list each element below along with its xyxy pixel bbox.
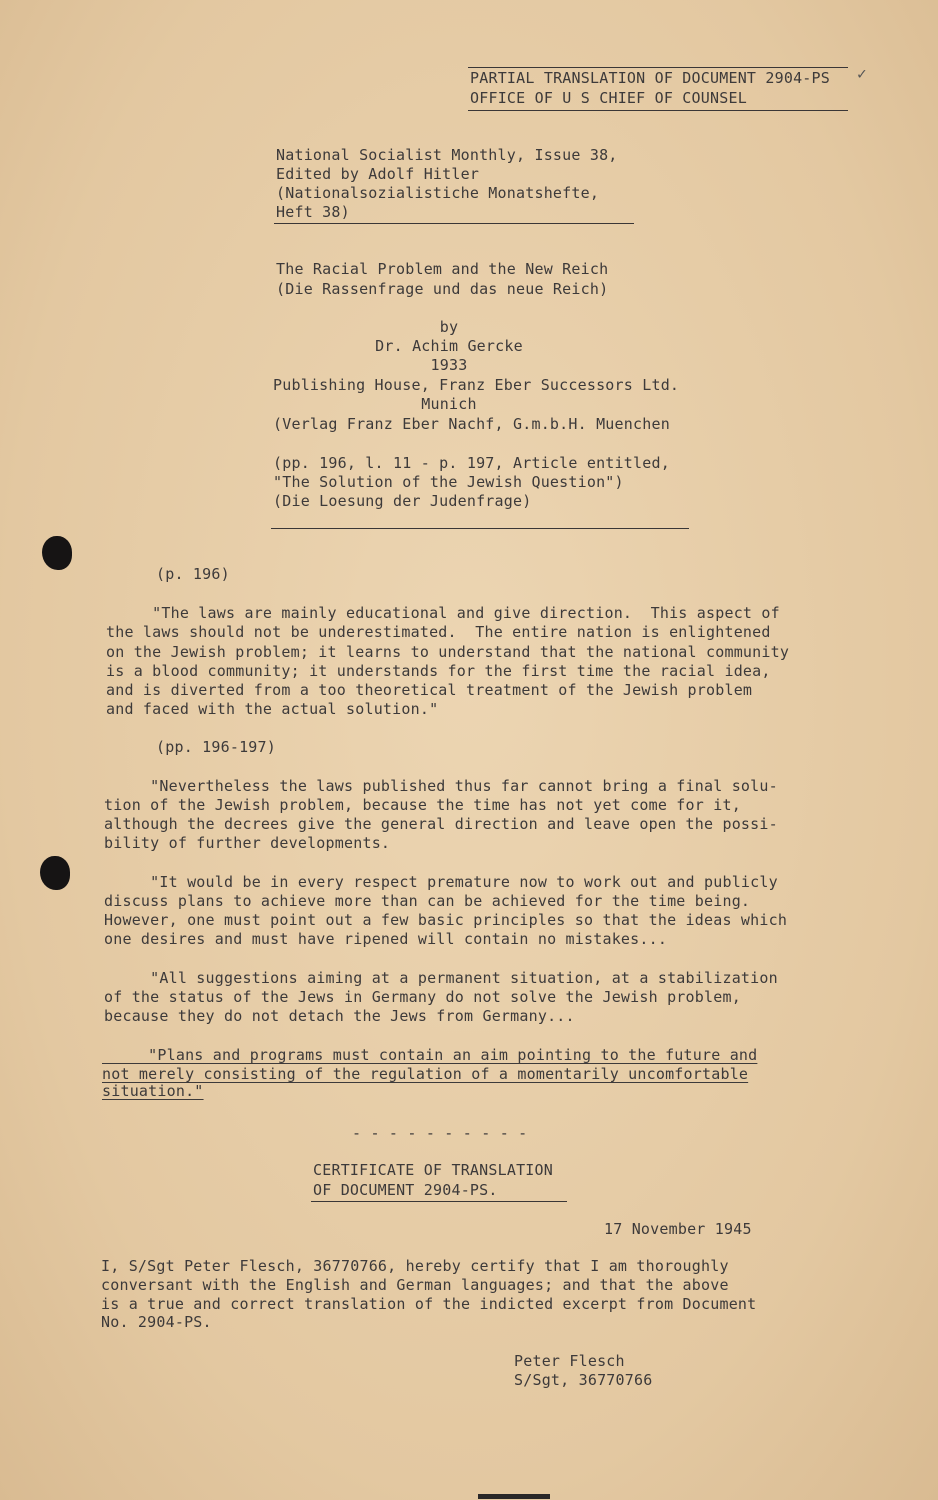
para1-line: is a blood community; it understands for the first time the racial idea, [106, 662, 771, 680]
source-line-4: Heft 38) [276, 203, 350, 221]
para5-line: situation." [102, 1082, 204, 1100]
para4-line: of the status of the Jews in Germany do not solve the Jewish problem, [104, 988, 741, 1006]
signer-name: Peter Flesch [514, 1352, 625, 1370]
certificate-text-line: is a true and correct translation of the indicted excerpt from Document [101, 1295, 757, 1313]
certificate-text-line: conversant with the English and German languages; and that the above [101, 1276, 729, 1294]
para5-line: not merely consisting of the regulation of a momentarily uncomfortable [102, 1065, 749, 1083]
section-divider: - - - - - - - - - - [352, 1124, 528, 1142]
header-rule-top [468, 67, 848, 68]
article-line-3: (Die Loesung der Judenfrage) [273, 492, 532, 510]
para2-line: "Nevertheless the laws published thus far cannot bring a final solu- [104, 777, 778, 795]
para3-line: one desires and must have ripened will contain no mistakes... [104, 930, 668, 948]
para3-line: However, one must point out a few basic principles so that the ideas which [104, 911, 788, 929]
para1-line: the laws should not be underestimated. The entire nation is enlightened [106, 623, 771, 641]
source-line-3: (Nationalsozialistiche Monatshefte, [276, 184, 600, 202]
para2-line: although the decrees give the general direction and leave open the possi- [104, 815, 778, 833]
page-ref-196: (p. 196) [156, 565, 230, 583]
header-line-2: OFFICE OF U S CHIEF OF COUNSEL [470, 89, 747, 107]
certificate-title-1: CERTIFICATE OF TRANSLATION [313, 1161, 553, 1179]
page-ref-196-197: (pp. 196-197) [156, 738, 276, 756]
para5-line: "Plans and programs must contain an aim pointing to the future and [102, 1046, 758, 1064]
article-line-2: "The Solution of the Jewish Question") [273, 473, 624, 491]
certificate-text-line: I, S/Sgt Peter Flesch, 36770766, hereby certify that I am thoroughly [101, 1257, 729, 1275]
publisher-german: (Verlag Franz Eber Nachf, G.m.b.H. Muenchen [273, 415, 670, 433]
signer-rank: S/Sgt, 36770766 [514, 1371, 653, 1389]
author-year: 1933 [430, 356, 468, 374]
article-rule [271, 528, 689, 529]
article-line-1: (pp. 196, l. 11 - p. 197, Article entitled, [273, 454, 670, 472]
para1-line: and is diverted from a too theoretical treatment of the Jewish problem [106, 681, 753, 699]
author-by: by [439, 318, 459, 336]
source-rule [274, 223, 634, 224]
check-mark-icon: ✓ [857, 64, 867, 83]
publisher-city: Munich [421, 395, 477, 413]
header-rule-bottom [468, 110, 848, 111]
para1-line: "The laws are mainly educational and give direction. This aspect of [106, 604, 780, 622]
title-line-1: The Racial Problem and the New Reich [276, 260, 609, 278]
punch-hole-bottom [40, 856, 70, 890]
para4-line: "All suggestions aiming at a permanent situation, at a stabilization [104, 969, 778, 987]
bottom-edge-mark [478, 1494, 550, 1499]
para3-line: discuss plans to achieve more than can be achieved for the time being. [104, 892, 751, 910]
para4-line: because they do not detach the Jews from Germany... [104, 1007, 575, 1025]
source-line-1: National Socialist Monthly, Issue 38, [276, 146, 618, 164]
certificate-text-line: No. 2904-PS. [101, 1313, 212, 1331]
para2-line: bility of further developments. [104, 834, 391, 852]
para2-line: tion of the Jewish problem, because the time has not yet come for it, [104, 796, 741, 814]
certificate-title-2: OF DOCUMENT 2904-PS. [313, 1181, 498, 1199]
title-line-2: (Die Rassenfrage und das neue Reich) [276, 280, 609, 298]
para1-line: and faced with the actual solution." [106, 700, 439, 718]
para3-line: "It would be in every respect premature now to work out and publicly [104, 873, 778, 891]
certificate-rule [311, 1201, 567, 1202]
punch-hole-top [42, 536, 72, 570]
para1-line: on the Jewish problem; it learns to understand that the national community [106, 643, 790, 661]
publisher: Publishing House, Franz Eber Successors Ltd. [273, 376, 680, 394]
certificate-date: 17 November 1945 [604, 1220, 752, 1238]
source-line-2: Edited by Adolf Hitler [276, 165, 480, 183]
author-name: Dr. Achim Gercke [375, 337, 523, 355]
header-line-1: PARTIAL TRANSLATION OF DOCUMENT 2904-PS [470, 69, 830, 87]
